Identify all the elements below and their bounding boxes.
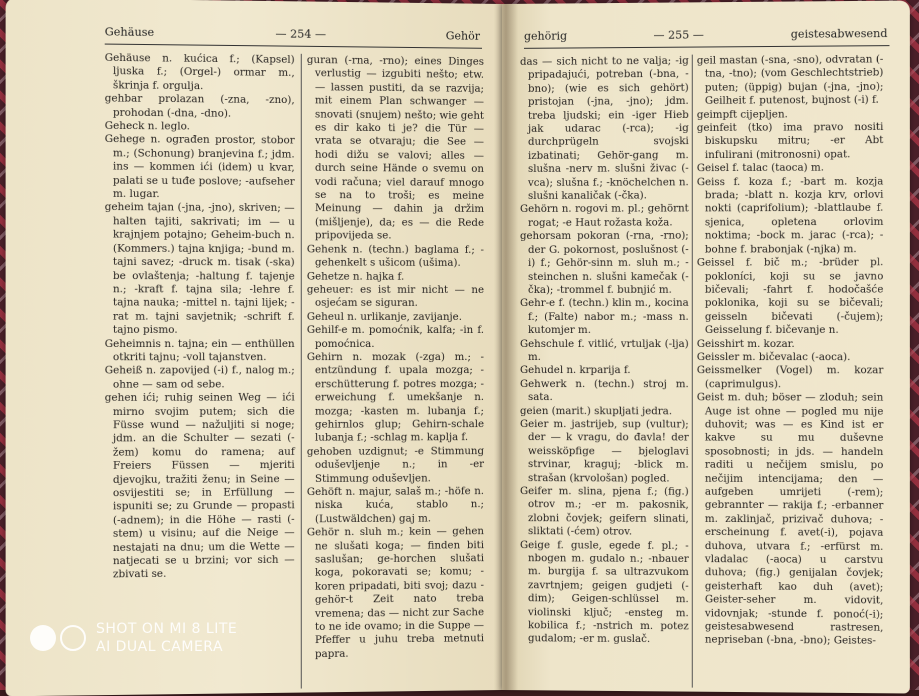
entry: geil mastan (-sna, -sno), odvratan (-tna, -tno); (vom Geschlechtstrieb) puten; (üppig) bujan (-jna, -jno); Geilheit f. putenost, bujnost (-i) f. [696,54,884,108]
entry: Gehetze n. hajka f. [306,270,405,283]
camera-watermark [30,620,237,656]
right-header-rule [524,45,889,49]
entry: Gehöft n. majur, salaš m.; -höfe n. niska kuća, stablo n.; (Lustwäldchen) gaj m. [306,486,485,526]
left-header-guide-word-end: Gehör [445,29,480,43]
entry: gehbar prolazan (-zna, -zno), prohodan (-dna, -dno). [104,93,295,120]
entry: Geissler m. bičevalac (-aoca). [696,351,851,364]
entry: Gehege n. ograđen prostor, stobor m.; (Schonung) branjevina f.; jdm. ins — kommen ići (idem) u kvar, palati se u tuđe poslove; -aufseher m. lugar. [104,134,295,201]
right-column-1 [520,55,689,648]
entry: Gehwerk n. (techn.) stroj m. sata. [519,378,689,404]
left-header-rule [105,44,482,49]
entry: Geheimnis n. tajna; ein — enthüllen otkriti tajnu; -voll tajanstven. [104,338,295,364]
entry: geien (marit.) skupljati jedra. [519,405,673,417]
watermark-line-1: SHOT ON MI 8 LITE [96,621,238,637]
entry: Geige f. gusle, egede f. pl.; -nbogen m. gudalo n.; -nbauer m. burgija f. sa ultrazvukom zavrtnjem; geigen gudjeti (-dim); Geigen-schlüssel m. violinski ključ; -ensteg m. kobilica f.; -nstrich m. potez gudalom; -er m. guslač. [519,539,689,646]
entry: Gehirn n. mozak (-zga) m.; -entzündung f. upala mozga; -erschütterung f. potres mozga; -erweichung f. umekšanje n. mozga; -kasten m. lubanja f.; gehirnlos glup; Gehirn-schale lubanja f.; -schlag m. kaplja f. [306,351,485,445]
entry: guran (-rna, -rno); eines Dinges verlustig — izgubiti nešto; etw. — lassen pustiti, da se razvija; mit einem Plan schwanger — snovati (snujem) nešto; wie geht es dir kako ti je? die Tür — vrata se otvaraju; die See — hodi dižu se valovi; alles — durch seine Hände o svemu on vodi računa; viel darauf mnogo se na to troši; es meine Meinung — dahin ja držim (mišljenje), da; es — die Rede pripovijeda se. [306,54,485,242]
entry: geimpft cijepljen. [696,108,788,121]
entry: geheuer: es ist mir nicht — ne osjećam se siguran. [306,284,485,310]
left-column-divider [301,54,302,689]
left-header-guide-word: Gehäuse [104,25,155,40]
right-column-divider [692,55,693,688]
entry: Geifer m. slina, pjena f.; (fig.) otrov m.; -er m. pakosnik, zlobni čovjek; geifern slinati, sliktati (-ćem) otrov. [519,486,689,538]
entry: Gehschule f. vitlić, vrtuljak (-lja) m. [519,338,689,363]
right-page-header [524,27,887,43]
camera-logo-icon [30,625,86,651]
right-column-2 [697,53,884,648]
entry: Gehörn n. rogovi m. pl.; gehörnt rogat; -e Haut rožasta koža. [519,203,689,229]
entry: das — sich nicht to ne valja; -ig pripadajući, potreban (-bna, -bno); (wie es sich gehört) pristojan (-jna, -jno); jdm. treba ljudski; ein -iger Hieb jak udarac (-rca); -ig durchprügeln svojski izbatinati; Gehör-gang m. slušna -nerv m. slušni živac (-vca); slušna f.; -knöchelchen n. slušni kanaličak (-čka). [519,55,689,202]
entry: Geiss f. koza f.; -bart m. kozja brada; -blatt n. kozja krv, orlovi nokti (caprifolium); -blattlaube f. sjenica, opletena orlovim noktima; -bock m. jarac (-rca); -bohne f. brabonjak (-njka) m. [696,176,884,256]
entry: Geisshirt m. kozar. [696,338,795,350]
entry: Gehenk n. (techn.) baglama f.; -gehenkelt s ušicom (ušima). [306,243,485,269]
open-dictionary-book [14,4,919,690]
entry: gehoben uzdignut; -e Stimmung oduševljenje n.; in -er Stimmung oduševljen. [306,445,485,485]
left-page-header [105,25,480,42]
entry: Gehr-e f. (techn.) klin m., kocina f.; (Falte) nabor m.; -mass n. kutomjer m. [519,298,689,337]
left-page-number: — 254 — [275,27,327,41]
entry: gehen ići; ruhig seinen Weg — ići mirno svojim putem; sich die Füsse wund — nažuljiti si noge; jdm. an die Schulter — sezati (-žem) komu do ramena; auf Freiers Füssen — mjeriti djevojku, tražiti ženu; in Seine — osvijestiti se; in Erfüllung — ispuniti se; zu Grunde — propasti (-adnem); in die Höhe — rasti (-stem) u visinu; auf die Neige — nestajati na dnu; um die Wette — natjecati se u brzini; vor sich — zbivati se. [104,392,295,581]
watermark-line-2: AI DUAL CAMERA [96,639,224,655]
entry: Geheck n. leglo. [104,120,190,133]
left-page [6,0,502,696]
entry: Geier m. jastrijeb, sup (vultur); der — k vragu, do đavla! der weissköpfige — bjeloglavi strvinar, kraguj; -blick m. strašan (krvološan) pogled. [519,419,689,485]
entry: Geissmelker (Vogel) m. kozar (caprimulgus). [696,365,884,391]
right-header-guide-word-end: geistesabwesend [790,26,888,41]
entry: Geheul n. urlikanje, zavijanje. [306,311,462,323]
entry: geinfeit (tko) ima pravo nositi biskupsku mitru; -er Abt infulirani (mitronosni) opat. [696,121,884,161]
entry: Gehäuse n. kućica f.; (Kapsel) ljuska f.; (Orgel-) ormar m., škrinja f. orgulja. [104,52,295,92]
entry: Gehör n. sluh m.; kein — gehen ne slušati koga; — finden biti saslušan; ge-horchen slušati koga, pokoravati se; komu; -koren pripadati, biti svoj; dazu -gehör-t Zeit nato treba vremena; das — nicht zur Sache to ne ide ovamo; in die Suppe — Pfeffer u juhu treba metnuti papra. [306,526,485,661]
entry: Geist m. duh; böser — zloduh; sein Auge ist ohne — pogled mu nije duhovit; was — es Kind ist er kakve su mu duševne sposobnosti; in jds. — handeln raditi u nečijem smislu, po nečijim intencijama; den — aufgeben umrijeti (-rem); gebrannter — rakija f.; -erbanner m. zaklinjač, prizivač duhova; -erscheinung f. avet(-i), pojava duhova, utvara f.; -erfürst m. vladalac (-aoca) u carstvu duhova; (fig.) genijalan čovjek; geisterhaft kao duh (avet); Geister-seher m. vidovit, vidovnjak; -stunde f. ponoć(-i); geistesabwesend rastresen, nepriseban (-bna, -bno); Geistes- [696,392,884,648]
entry: gehorsam pokoran (-rna, -rno); der G. pokornost, poslušnost (-i) f.; Gehör-sinn m. sluh m.; -steinchen n. slušni kamečak (-čka); -trommel f. bubnjić m. [519,230,689,296]
left-column-1 [105,52,295,583]
entry: Gehilf-e m. pomoćnik, kalfa; -in f. pomoćnica. [306,324,485,350]
right-header-guide-word: gehörig [523,29,568,43]
entry: Geissel f. bič m.; -brüder pl. pokloníci, koji su se javno bičevali; -fahrt f. hodočašće poklonika, koji su se bičevali; geisseln bičevati (-čujem); Geisselung f. bičevanje n. [696,257,884,337]
entry: Gehudel n. krparija f. [519,365,631,377]
entry: Geheiß n. zapovijed (-i) f., nalog m.; ohne — sam od sebe. [104,365,295,391]
entry: Geisel f. talac (taoca) m. [696,162,825,175]
entry: geheim tajan (-jna, -jno), skriven; — halten tajiti, sakrivati; im — u krajnjem potajno; Geheim-buch n. (Kommers.) tajna knjiga; -bund m. tajni savez; -druck m. tisak (-ska) be ovlaštenja; -haltung f. tajenje n.; -kraft f. tajna sila; -lehre f. tajna nauka; -mittel n. tajni lijek; -rat m. tajni savjetnik; -schrift f. tajno pismo. [104,202,295,336]
left-column-2 [307,54,484,662]
right-page [502,1,910,694]
right-page-number: — 255 — [653,28,704,42]
